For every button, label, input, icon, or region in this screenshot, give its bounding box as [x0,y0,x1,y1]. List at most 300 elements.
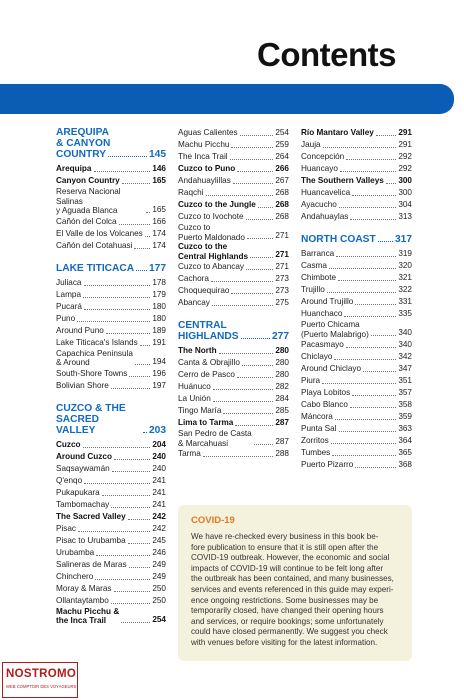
toc-entry[interactable] [301,411,412,423]
toc-entry[interactable] [56,499,166,511]
leader-dots [84,285,151,286]
toc-entry[interactable] [178,139,289,151]
leader-dots [254,444,274,445]
leader-dots [136,270,147,271]
leader-dots [129,376,150,377]
entry-page-number: 320 [398,261,412,270]
leader-dots [352,395,396,396]
leader-dots [112,471,151,472]
toc-entry[interactable] [56,325,166,337]
toc-column-3 [301,127,412,471]
toc-entry[interactable] [56,187,166,216]
toc-entry[interactable] [56,523,166,535]
toc-entry[interactable] [178,369,289,381]
entry-page-number: 351 [398,376,412,385]
section-page-number: 177 [149,262,166,274]
leader-dots [146,212,150,213]
entry-title-line: Reserva Nacional Salinas [56,187,121,206]
toc-entry[interactable] [301,211,412,223]
leader-dots [231,293,273,294]
toc-entry[interactable] [301,387,412,399]
toc-entry[interactable] [178,357,289,369]
section-page-number: 317 [395,234,412,245]
toc-entry[interactable] [56,163,166,175]
leader-dots [231,147,273,148]
entry-page-number: 359 [398,412,412,421]
leader-dots [339,431,397,432]
toc-entry[interactable] [178,429,289,448]
leader-dots [323,147,397,148]
leader-dots [213,389,274,390]
entry-page-number: 292 [398,152,412,161]
toc-entry[interactable] [301,248,412,260]
entry-page-number: 275 [275,298,289,307]
leader-dots [327,292,397,293]
leader-dots [219,353,274,354]
leader-dots [122,183,151,184]
entry-page-number: 254 [152,614,166,624]
covid-body-line: impacts of COVID-19 will continue to be felt long after [191,563,384,573]
leader-dots [83,297,150,298]
toc-section-heading[interactable] [56,403,166,436]
leader-dots [203,456,274,457]
entry-title: Puerto Pizarro [301,460,354,469]
entry-title: Cuzco to Abancay [178,262,244,271]
toc-entry[interactable] [301,351,412,363]
toc-entry[interactable] [178,261,289,273]
covid-body [191,532,401,649]
entry-page-number: 242 [152,511,166,521]
toc-entry[interactable] [301,151,412,163]
toc-entry[interactable] [301,320,412,339]
toc-entry[interactable] [301,163,412,175]
leader-dots [246,269,273,270]
leader-dots [145,236,151,237]
entry-page-number: 268 [275,212,289,221]
leader-dots [250,257,273,258]
toc-entry[interactable] [178,448,289,460]
entry-page-number: 250 [152,583,166,593]
leader-dots [95,579,150,580]
entry-title-line: & Around [56,358,90,367]
section-gap [178,309,289,320]
entry-title [56,349,133,368]
toc-entry[interactable] [301,284,412,296]
entry-page-number: 368 [398,460,412,469]
entry-page-number: 331 [398,297,412,306]
toc-entry[interactable] [56,487,166,499]
entry-title: Q'enqo [56,475,83,485]
entry-page-number: 249 [152,559,166,569]
entry-page-number: 280 [275,370,289,379]
entry-title: El Valle de los Volcanes [56,228,143,238]
entry-page-number: 340 [398,340,412,349]
toc-entry[interactable] [178,345,289,357]
leader-dots [114,591,151,592]
leader-dots [78,531,150,532]
entry-title [178,223,245,242]
entry-title: Andahuaylillas [178,176,231,185]
section-last-line [178,331,289,342]
covid-body-line: and services, or require bookings; some unfortunately [191,616,384,626]
leader-dots [240,135,274,136]
entry-page-number: 249 [152,571,166,581]
entry-title: Chimbote [301,273,337,282]
toc-entry[interactable] [56,301,166,313]
entry-title: Lake Titicaca's Islands [56,337,138,347]
toc-entry[interactable] [178,405,289,417]
leader-dots [96,555,150,556]
toc-section-heading[interactable] [56,127,166,160]
leader-dots [108,156,147,157]
toc-entry[interactable] [178,163,289,175]
toc-entry[interactable] [178,297,289,309]
toc-entry[interactable] [56,607,166,626]
entry-page-number: 304 [398,200,412,209]
toc-entry[interactable] [301,399,412,411]
entry-title: Around Cuzco [56,451,112,461]
toc-entry[interactable] [56,175,166,187]
entry-title-line: San Pedro de Casta [178,429,252,438]
entry-page-number: 246 [152,547,166,557]
entry-title: Chinchero [56,571,94,581]
toc-entry[interactable] [301,260,412,272]
toc-entry[interactable] [56,368,166,380]
section-last-line [56,149,166,160]
entry-page-number: 288 [275,449,289,458]
entry-page-number: 166 [152,216,166,226]
toc-entry[interactable] [301,459,412,471]
section-title-line: COUNTRY [56,149,106,160]
leader-dots [334,359,396,360]
entry-page-number: 321 [398,273,412,282]
entry-page-number: 335 [398,309,412,318]
leader-dots [134,248,150,249]
toc-entry[interactable] [178,285,289,297]
toc-entry[interactable] [178,151,289,163]
toc-section-heading[interactable] [301,234,412,245]
leader-dots [129,567,151,568]
leader-dots [355,467,396,468]
section-title-line: HIGHLANDS [178,331,239,342]
covid-body-line: the outbreak has been contained, and many businesses, [191,574,394,584]
leader-dots [350,219,396,220]
section-title-line: CENTRAL [178,320,227,331]
leader-dots [223,413,273,414]
entry-title: South-Shore Towns [56,368,128,378]
entry-page-number: 179 [152,289,166,299]
entry-title: Ollantaytambo [56,595,109,605]
entry-title: Casma [301,261,327,270]
nostromo-logo [2,662,78,698]
entry-title: Cañón del Colca [56,216,117,226]
toc-entry[interactable] [56,535,166,547]
entry-title: Cuzco to Ivochote [178,212,244,221]
toc-entry[interactable] [178,127,289,139]
leader-dots [102,495,151,496]
section-gap [56,252,166,263]
entry-title-line: y Aguada Blanca [56,206,118,215]
toc-entry[interactable] [178,187,289,199]
entry-title: Canta & Obrajillo [178,358,240,367]
leader-dots [247,238,273,239]
entry-page-number: 271 [275,231,289,240]
toc-entry[interactable] [301,435,412,447]
leader-dots [111,603,151,604]
toc-entry[interactable] [56,511,166,523]
entry-title: The Sacred Valley [56,511,126,521]
leader-dots [335,419,396,420]
toc-entry[interactable] [178,393,289,405]
entry-title: Jauja [301,140,321,149]
entry-title: The Inca Trail [178,152,228,161]
toc-column-2 [178,127,289,460]
entry-page-number: 284 [275,394,289,403]
entry-title: Trujillo [301,285,325,294]
entry-page-number: 266 [275,164,289,173]
entry-title: Cabo Blanco [301,400,348,409]
entry-page-number: 342 [398,352,412,361]
toc-entry[interactable] [56,451,166,463]
entry-page-number: 282 [275,382,289,391]
toc-section-heading[interactable] [178,320,289,342]
leader-dots [213,401,274,402]
entry-title: Río Mantaro Valley [301,128,374,137]
section-page-number: 145 [149,149,166,160]
entry-title: Aguas Calientes [178,128,238,137]
entry-title: Machu Picchu [178,140,230,149]
leader-dots [242,365,273,366]
leader-dots [246,219,274,220]
toc-entry[interactable] [56,439,166,451]
entry-page-number: 347 [398,364,412,373]
entry-title: Cuzco [56,439,81,449]
toc-entry[interactable] [178,211,289,223]
toc-entry[interactable] [56,463,166,475]
toc-entry[interactable] [178,199,289,211]
leader-dots [352,195,396,196]
leader-dots [371,335,397,336]
entry-page-number: 313 [398,212,412,221]
entry-title: Zorritos [301,436,329,445]
leader-dots [346,347,397,348]
entry-title: Lampa [56,289,82,299]
entry-page-number: 191 [152,337,166,347]
toc-entry[interactable] [56,349,166,368]
header-band [0,84,454,114]
leader-dots [322,383,396,384]
entry-page-number: 197 [152,380,166,390]
entry-title: Moray & Maras [56,583,112,593]
toc-entry[interactable] [301,423,412,435]
entry-title: Tambomachay [56,499,110,509]
entry-title: Andahuaylas [301,212,349,221]
entry-page-number: 319 [398,249,412,258]
toc-entry[interactable] [301,272,412,284]
entry-page-number: 300 [398,188,412,197]
section-title-line: LAKE TITICACA [56,262,135,274]
leader-dots [331,443,397,444]
covid-body-line: fore publication to ensure that it is still open after the [191,542,379,552]
toc-entry[interactable] [301,199,412,211]
entry-page-number: 241 [152,487,166,497]
toc-entry[interactable] [178,223,289,242]
leader-dots [355,304,396,305]
entry-title-line: & Marcahuasi [178,438,229,448]
entry-title [178,242,248,261]
entry-page-number: 292 [398,164,412,173]
entry-title: Arequipa [56,164,92,173]
entry-title-line: Puerto Maldonado [178,232,245,242]
entry-title: Around Chiclayo [301,364,362,373]
entry-page-number: 271 [275,250,289,259]
toc-entry[interactable] [301,375,412,387]
entry-title: Pacasmayo [301,340,344,349]
leader-dots [336,256,396,257]
entry-page-number: 322 [398,285,412,294]
leader-dots [346,159,396,160]
leader-dots [332,455,396,456]
logo-tagline: WEB COMPTOIR DES VOYAGEURS [6,684,77,689]
toc-entry[interactable] [56,313,166,325]
entry-title: Around Puno [56,325,104,335]
entry-page-number: 273 [275,274,289,283]
toc-entry[interactable] [56,595,166,607]
covid-body-line: temporarily closed, have changed their opening hours [191,606,384,616]
leader-dots [128,543,151,544]
toc-entry[interactable] [301,363,412,375]
leader-dots [237,171,273,172]
toc-entry[interactable] [178,381,289,393]
entry-title: Concepción [301,152,345,161]
entry-page-number: 271 [275,262,289,271]
entry-title: Cuzco to the Jungle [178,200,256,209]
leader-dots [376,135,397,136]
entry-page-number: 165 [152,176,166,185]
entry-page-number: 280 [275,358,289,367]
leader-dots [143,432,147,433]
entry-title: Pucará [56,301,82,311]
toc-entry[interactable] [178,273,289,285]
toc-entry[interactable] [56,289,166,301]
toc-entry[interactable] [301,339,412,351]
toc-entry[interactable] [56,571,166,583]
leader-dots [135,364,150,365]
leader-dots [128,519,151,520]
toc-section-heading[interactable] [56,263,166,274]
entry-title: Pukapukara [56,487,100,497]
toc-entry[interactable] [301,296,412,308]
leader-dots [119,224,151,225]
leader-dots [237,377,273,378]
entry-title-line: Machu Picchu & [56,606,120,616]
entry-title [178,429,252,448]
entry-title-line: Central Highlands [178,251,249,261]
toc-entry[interactable] [301,187,412,199]
toc-entry[interactable] [301,139,412,151]
entry-title: The North [178,346,217,355]
toc-entry[interactable] [56,547,166,559]
section-title-line: AREQUIPA [56,127,110,138]
leader-dots [339,207,397,208]
toc-entry[interactable] [301,447,412,459]
leader-dots [340,171,396,172]
entry-page-number: 165 [152,204,166,214]
toc-entry[interactable] [178,417,289,429]
toc-entry[interactable] [301,175,412,187]
entry-title: Tarma [178,449,201,458]
toc-entry[interactable] [301,127,412,139]
leader-dots [206,195,274,196]
entry-page-number: 174 [152,240,166,250]
section-title-line: NORTH COAST [301,234,376,245]
entry-page-number: 240 [152,451,166,461]
leader-dots [258,207,274,208]
covid-notice-box [178,505,412,661]
entry-page-number: 300 [398,176,412,185]
section-page-number: 203 [149,424,166,436]
toc-entry[interactable] [56,216,166,228]
entry-page-number: 204 [152,439,166,449]
toc-entry[interactable] [56,228,166,240]
covid-body-line: services and events referenced in this guide may experi- [191,584,394,594]
leader-dots [111,388,151,389]
toc-entry[interactable] [178,242,289,261]
entry-title: Pisac [56,523,77,533]
section-gap [301,223,412,234]
covid-body-line: ence ongoing restrictions. Some businesses may be [191,595,379,605]
entry-page-number: 291 [398,140,412,149]
leader-dots [84,483,150,484]
toc-column-1 [56,127,166,626]
section-last-line [301,234,412,245]
leader-dots [235,425,273,426]
entry-page-number: 245 [152,535,166,545]
entry-page-number: 340 [398,328,412,337]
entry-page-number: 180 [152,301,166,311]
toc-entry[interactable] [56,240,166,252]
entry-title: Máncora [301,412,333,421]
entry-title [56,187,144,216]
entry-title: Cerro de Pasco [178,370,235,379]
entry-page-number: 273 [275,286,289,295]
leader-dots [77,321,150,322]
entry-page-number: 357 [398,388,412,397]
toc-entry[interactable] [56,277,166,289]
entry-page-number: 291 [398,128,412,137]
toc-entry[interactable] [56,559,166,571]
entry-title: Huancavelica [301,188,351,197]
entry-title-line: Capachica Peninsula [56,348,133,358]
entry-title: Cuzco to Puno [178,164,236,173]
entry-title-line: Cuzco to [178,223,211,232]
entry-page-number: 146 [152,164,166,173]
toc-entry[interactable] [301,308,412,320]
toc-entry[interactable] [178,175,289,187]
entry-page-number: 268 [275,200,289,209]
entry-page-number: 287 [275,437,289,446]
toc-entry[interactable] [56,380,166,392]
toc-entry[interactable] [56,475,166,487]
toc-entry[interactable] [56,337,166,349]
section-gap [56,392,166,403]
toc-entry[interactable] [56,583,166,595]
entry-title: Tingo María [178,406,222,415]
entry-title: Ayacucho [301,200,337,209]
covid-body-line: with venues before visiting for the latest information. [191,637,378,647]
entry-page-number: 358 [398,400,412,409]
leader-dots [83,447,151,448]
